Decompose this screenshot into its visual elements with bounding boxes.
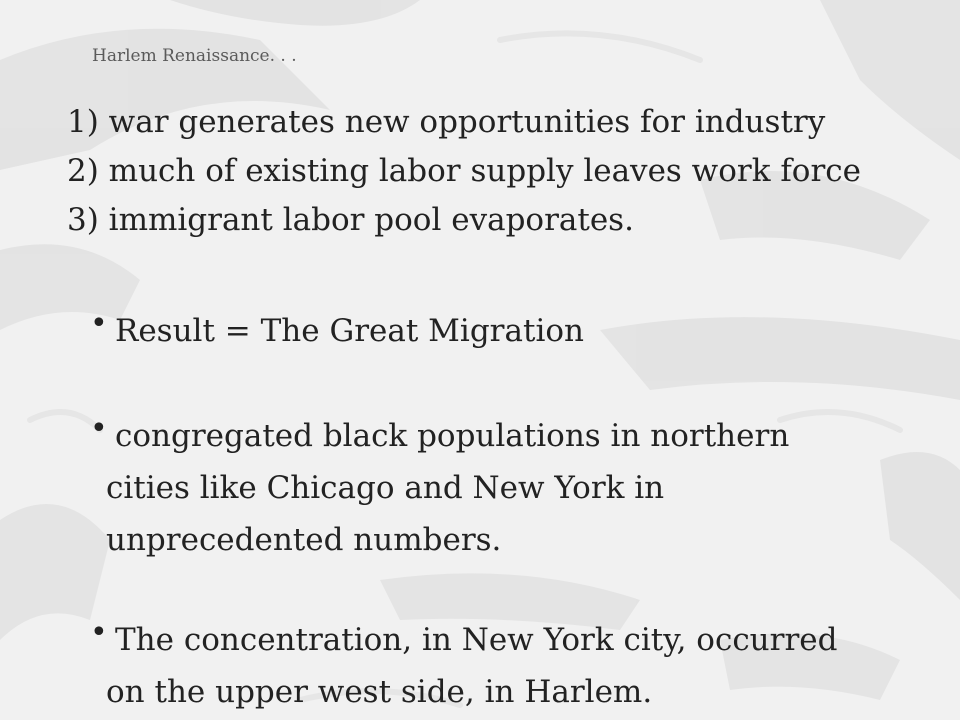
- bullet-text-line: congregated black populations in northern: [115, 418, 790, 454]
- bullet-text-line: Result = The Great Migration: [115, 313, 584, 349]
- bullet-icon: •: [90, 306, 108, 341]
- numbered-item-3: 3) immigrant labor pool evaporates.: [67, 202, 634, 238]
- bullet-congregated-populations: [90, 410, 789, 566]
- numbered-item-1: 1) war generates new opportunities for industry: [67, 104, 826, 140]
- bullet-icon: •: [90, 615, 108, 650]
- bullet-text-line: unprecedented numbers.: [106, 522, 502, 558]
- bullet-text-line: cities like Chicago and New York in: [106, 470, 665, 506]
- slide-title: Harlem Renaissance. . .: [92, 46, 297, 66]
- bullet-great-migration: [90, 305, 584, 357]
- bullet-icon: •: [90, 411, 108, 446]
- numbered-item-2: 2) much of existing labor supply leaves work force: [67, 153, 861, 189]
- bullet-text-line: The concentration, in New York city, occurred: [115, 622, 838, 658]
- numbered-list: [67, 98, 861, 245]
- bullet-harlem-concentration: [90, 614, 837, 718]
- bullet-text-line: on the upper west side, in Harlem.: [106, 674, 653, 710]
